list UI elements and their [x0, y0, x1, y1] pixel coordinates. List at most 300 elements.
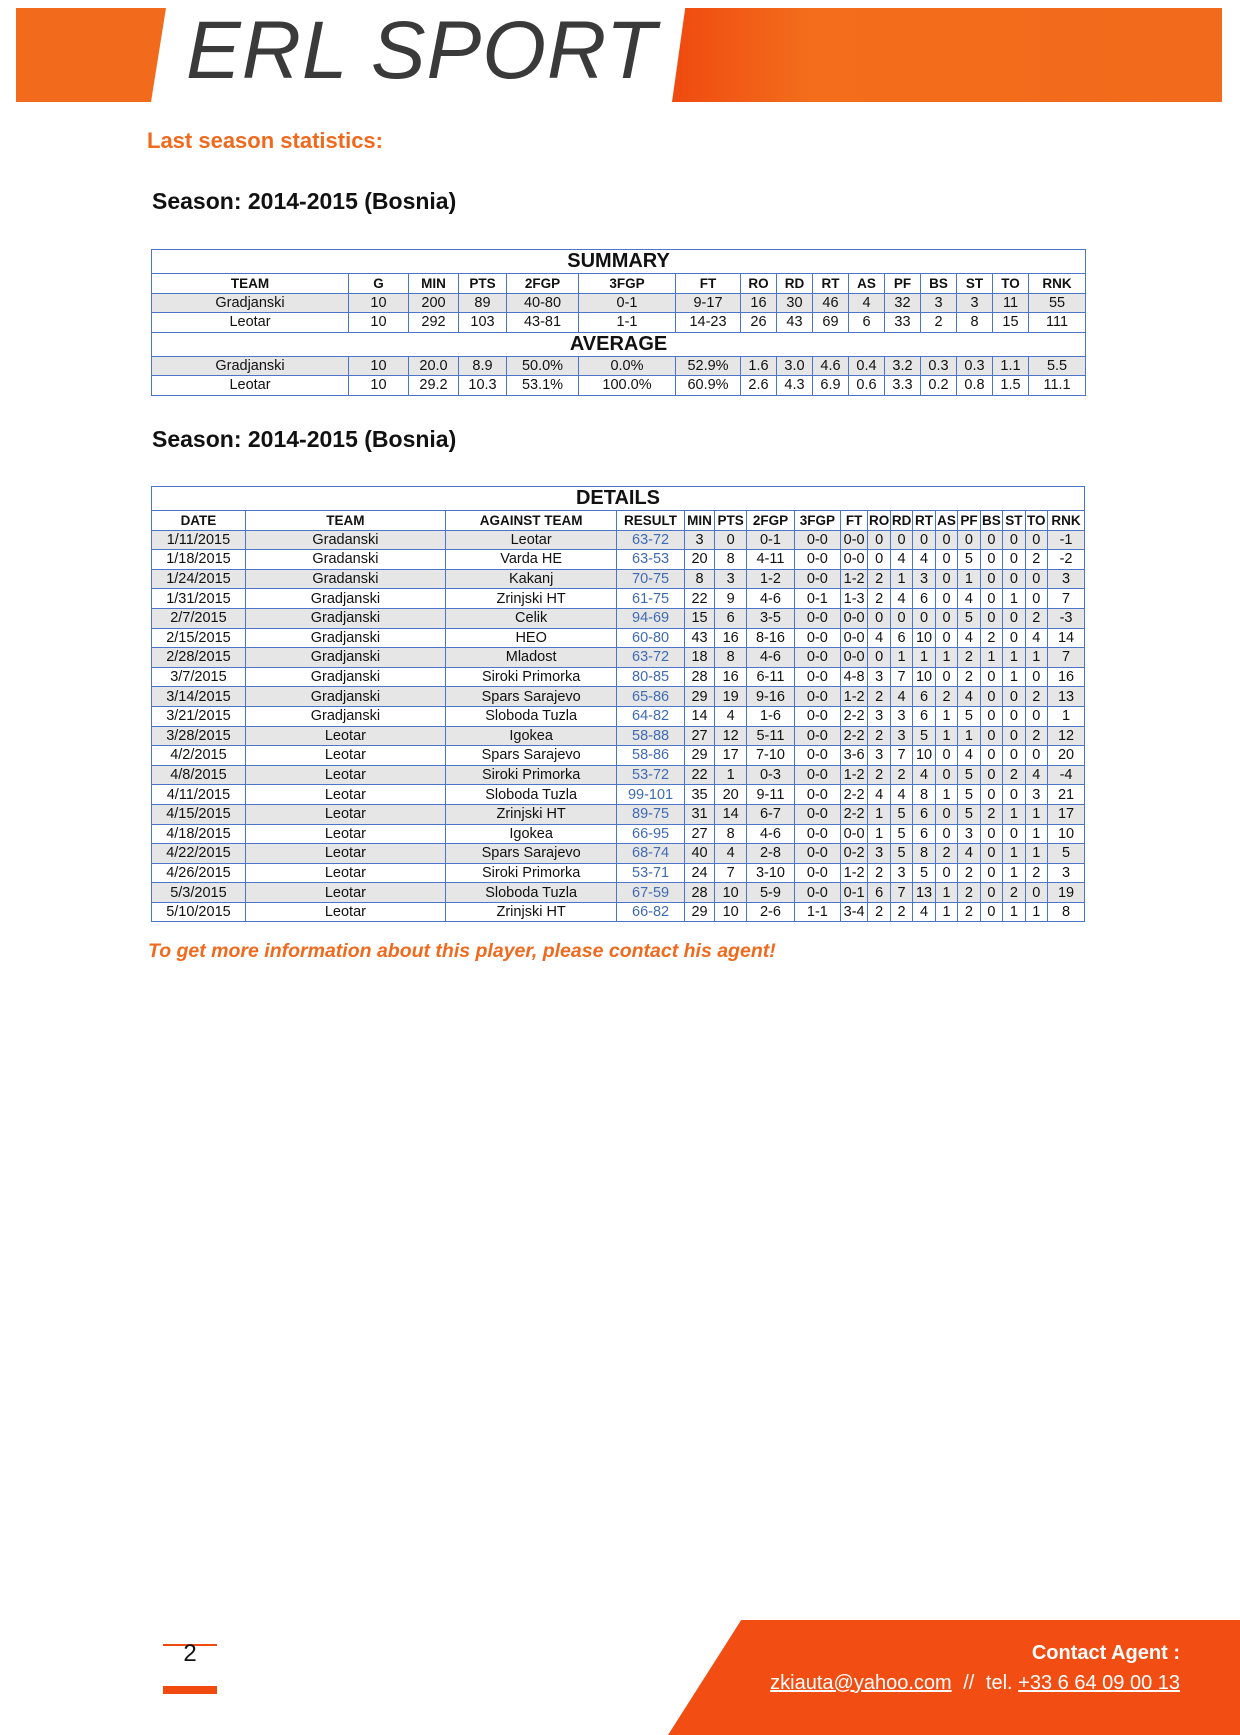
- details-cell: 0: [980, 667, 1002, 687]
- details-cell: 0: [1025, 667, 1047, 687]
- details-cell: 17: [715, 746, 747, 766]
- details-cell: 1-2: [840, 569, 868, 589]
- summary-cell: 33: [885, 313, 921, 333]
- summary-column-header: RT: [813, 274, 849, 294]
- details-cell: 64-82: [617, 706, 684, 726]
- details-cell: Siroki Primorka: [445, 765, 616, 785]
- details-cell: 5: [1048, 844, 1085, 864]
- details-cell: 10: [715, 902, 747, 922]
- details-cell: 0: [1025, 746, 1047, 766]
- details-column-header: RD: [890, 511, 912, 531]
- page-number-line-bottom: [163, 1686, 217, 1694]
- details-cell: 10: [913, 746, 935, 766]
- details-column-header: MIN: [684, 511, 715, 531]
- details-cell: HEO: [445, 628, 616, 648]
- details-cell: 1: [1025, 824, 1047, 844]
- details-cell: 3: [868, 844, 890, 864]
- details-column-header: RESULT: [617, 511, 684, 531]
- details-cell: 0-0: [794, 648, 840, 668]
- summary-cell: 15: [993, 313, 1029, 333]
- details-cell: 5-9: [746, 883, 794, 903]
- average-cell: 0.3: [957, 356, 993, 376]
- details-cell: Leotar: [245, 883, 445, 903]
- page-title: Last season statistics:: [147, 128, 383, 153]
- average-cell: 1.6: [741, 356, 777, 376]
- details-cell: 14: [1048, 628, 1085, 648]
- details-cell: Spars Sarajevo: [445, 844, 616, 864]
- summary-cell: 32: [885, 293, 921, 313]
- details-cell: 2: [890, 765, 912, 785]
- details-cell: 1-2: [840, 765, 868, 785]
- summary-column-header: TO: [993, 274, 1029, 294]
- details-cell: 1: [1003, 667, 1025, 687]
- table-row: [152, 765, 1085, 785]
- details-cell: 1: [935, 648, 957, 668]
- summary-column-header: BS: [921, 274, 957, 294]
- average-cell: 0.4: [849, 356, 885, 376]
- details-cell: 0-0: [794, 687, 840, 707]
- summary-cell: 43-81: [507, 313, 579, 333]
- average-cell: 50.0%: [507, 356, 579, 376]
- details-cell: 20: [1048, 746, 1085, 766]
- details-cell: 6: [715, 608, 747, 628]
- table-row: [152, 313, 1086, 333]
- details-cell: 5: [890, 844, 912, 864]
- details-cell: 1: [1003, 589, 1025, 609]
- details-cell: 0: [980, 706, 1002, 726]
- details-cell: 0: [1003, 530, 1025, 550]
- summary-column-header: G: [349, 274, 409, 294]
- details-cell: Leotar: [245, 804, 445, 824]
- details-cell: 0-0: [840, 648, 868, 668]
- details-cell: 0-0: [794, 804, 840, 824]
- details-cell: 7: [890, 746, 912, 766]
- details-cell: 2: [958, 883, 980, 903]
- details-cell: 4: [958, 687, 980, 707]
- summary-cell: 55: [1029, 293, 1086, 313]
- details-cell: 0: [1003, 785, 1025, 805]
- details-cell: 4: [890, 785, 912, 805]
- details-cell: 66-95: [617, 824, 684, 844]
- table-row: [152, 356, 1086, 376]
- details-cell: 0-0: [794, 746, 840, 766]
- details-cell: Leotar: [245, 785, 445, 805]
- details-cell: 1-3: [840, 589, 868, 609]
- summary-cell: 6: [849, 313, 885, 333]
- average-cell: 5.5: [1029, 356, 1086, 376]
- details-cell: 1-2: [746, 569, 794, 589]
- details-cell: Gradjanski: [245, 608, 445, 628]
- summary-cell: Gradjanski: [152, 293, 349, 313]
- summary-cell: 292: [409, 313, 459, 333]
- summary-cell: Leotar: [152, 313, 349, 333]
- details-cell: 0-0: [840, 550, 868, 570]
- details-cell: 1: [935, 706, 957, 726]
- details-cell: 10: [715, 883, 747, 903]
- details-cell: 66-82: [617, 902, 684, 922]
- details-cell: 8: [913, 785, 935, 805]
- details-cell: 0: [980, 765, 1002, 785]
- details-cell: 6: [913, 589, 935, 609]
- details-cell: 0: [1003, 608, 1025, 628]
- brand-logo: ERL SPORT: [186, 5, 657, 96]
- details-cell: 12: [715, 726, 747, 746]
- details-cell: 0-0: [840, 530, 868, 550]
- agent-phone-link[interactable]: +33 6 64 09 00 13: [1018, 1672, 1180, 1694]
- details-cell: 1: [890, 569, 912, 589]
- average-cell: 20.0: [409, 356, 459, 376]
- details-cell: 0: [1003, 569, 1025, 589]
- details-cell: 2: [1025, 687, 1047, 707]
- summary-table: [151, 249, 1086, 396]
- details-cell: 70-75: [617, 569, 684, 589]
- details-cell: 29: [684, 687, 715, 707]
- details-cell: 0: [1003, 706, 1025, 726]
- details-column-header: TO: [1025, 511, 1047, 531]
- table-row: [152, 902, 1085, 922]
- details-column-header: AGAINST TEAM: [445, 511, 616, 531]
- average-cell: 0.3: [921, 356, 957, 376]
- details-cell: 0: [935, 589, 957, 609]
- details-cell: 5: [958, 765, 980, 785]
- details-cell: 3: [1048, 863, 1085, 883]
- details-cell: 0: [980, 569, 1002, 589]
- average-cell: 60.9%: [676, 376, 741, 396]
- details-cell: 4: [715, 844, 747, 864]
- details-cell: Gradjanski: [245, 648, 445, 668]
- summary-header-row: [152, 274, 1086, 294]
- details-cell: 1: [958, 569, 980, 589]
- average-cell: 53.1%: [507, 376, 579, 396]
- details-cell: 22: [684, 765, 715, 785]
- details-cell: 4: [913, 765, 935, 785]
- details-cell: Zrinjski HT: [445, 902, 616, 922]
- details-cell: 4: [958, 589, 980, 609]
- season-label-summary: Season: 2014-2015 (Bosnia): [152, 188, 457, 214]
- average-cell: 10: [349, 356, 409, 376]
- details-cell: 2-2: [840, 706, 868, 726]
- summary-cell: 3: [957, 293, 993, 313]
- details-cell: 5: [958, 804, 980, 824]
- details-cell: Spars Sarajevo: [445, 687, 616, 707]
- summary-cell: 16: [741, 293, 777, 313]
- details-cell: 63-53: [617, 550, 684, 570]
- average-cell: 3.3: [885, 376, 921, 396]
- details-cell: 2-2: [840, 804, 868, 824]
- details-column-header: PTS: [715, 511, 747, 531]
- details-table: [151, 486, 1085, 922]
- contact-line: [770, 1672, 1180, 1695]
- details-cell: 0-2: [840, 844, 868, 864]
- details-cell: 0: [980, 785, 1002, 805]
- details-cell: 0: [868, 530, 890, 550]
- details-cell: 67-59: [617, 883, 684, 903]
- details-cell: 0-0: [840, 628, 868, 648]
- details-cell: 1: [935, 902, 957, 922]
- details-cell: Leotar: [445, 530, 616, 550]
- details-cell: 0-0: [794, 569, 840, 589]
- details-cell: 2: [1025, 608, 1047, 628]
- details-cell: 1-2: [840, 863, 868, 883]
- details-cell: 2: [868, 726, 890, 746]
- details-column-header: PF: [958, 511, 980, 531]
- summary-cell: 46: [813, 293, 849, 313]
- details-cell: 29: [684, 902, 715, 922]
- details-column-header: 3FGP: [794, 511, 840, 531]
- table-row: [152, 608, 1085, 628]
- details-cell: 2: [868, 687, 890, 707]
- details-cell: 5/3/2015: [152, 883, 246, 903]
- contact-separator: //: [963, 1672, 975, 1694]
- details-cell: 1/18/2015: [152, 550, 246, 570]
- details-cell: 99-101: [617, 785, 684, 805]
- details-cell: 1: [1048, 706, 1085, 726]
- details-cell: 29: [684, 746, 715, 766]
- details-cell: 0: [1025, 589, 1047, 609]
- details-cell: 6: [868, 883, 890, 903]
- details-cell: 7: [1048, 648, 1085, 668]
- table-row: [152, 746, 1085, 766]
- average-title: AVERAGE: [152, 332, 1086, 356]
- details-cell: Kakanj: [445, 569, 616, 589]
- details-cell: 1: [868, 804, 890, 824]
- details-cell: 63-72: [617, 530, 684, 550]
- summary-cell: 10: [349, 313, 409, 333]
- details-cell: Siroki Primorka: [445, 863, 616, 883]
- details-cell: 0: [1025, 530, 1047, 550]
- details-cell: 8: [715, 824, 747, 844]
- details-cell: 0: [890, 608, 912, 628]
- details-cell: 5: [890, 804, 912, 824]
- details-cell: 4/11/2015: [152, 785, 246, 805]
- details-cell: 2: [958, 667, 980, 687]
- details-cell: Celik: [445, 608, 616, 628]
- details-cell: 8: [1048, 902, 1085, 922]
- average-cell: 10: [349, 376, 409, 396]
- details-cell: 4: [868, 628, 890, 648]
- details-cell: 8: [715, 550, 747, 570]
- details-cell: 4-11: [746, 550, 794, 570]
- details-cell: 3: [890, 726, 912, 746]
- details-cell: 0-1: [840, 883, 868, 903]
- details-column-header: DATE: [152, 511, 246, 531]
- details-cell: 0-0: [794, 824, 840, 844]
- details-cell: 14: [715, 804, 747, 824]
- details-cell: 1: [1025, 648, 1047, 668]
- details-cell: 0-1: [794, 589, 840, 609]
- details-cell: 2-6: [746, 902, 794, 922]
- details-cell: Gradjanski: [245, 589, 445, 609]
- details-cell: 4: [1025, 765, 1047, 785]
- details-cell: 6: [913, 706, 935, 726]
- details-cell: 27: [684, 824, 715, 844]
- summary-cell: 2: [921, 313, 957, 333]
- details-cell: 7-10: [746, 746, 794, 766]
- details-cell: 4: [890, 589, 912, 609]
- details-cell: Sloboda Tuzla: [445, 706, 616, 726]
- details-cell: 28: [684, 883, 715, 903]
- details-cell: 5/10/2015: [152, 902, 246, 922]
- details-cell: 4: [913, 550, 935, 570]
- summary-column-header: RO: [741, 274, 777, 294]
- details-cell: 58-88: [617, 726, 684, 746]
- details-cell: 0-0: [794, 550, 840, 570]
- season-label-details: Season: 2014-2015 (Bosnia): [152, 426, 457, 452]
- details-cell: 2: [1025, 726, 1047, 746]
- details-title-row: [152, 487, 1085, 511]
- details-cell: 5: [913, 726, 935, 746]
- details-cell: 0: [935, 863, 957, 883]
- details-cell: 1: [958, 726, 980, 746]
- details-cell: 2: [868, 765, 890, 785]
- details-cell: Leotar: [245, 863, 445, 883]
- details-cell: Sloboda Tuzla: [445, 883, 616, 903]
- details-cell: 60-80: [617, 628, 684, 648]
- average-cell: 6.9: [813, 376, 849, 396]
- summary-cell: 11: [993, 293, 1029, 313]
- details-cell: 6: [913, 687, 935, 707]
- details-cell: 0: [1025, 883, 1047, 903]
- details-cell: 0-0: [794, 628, 840, 648]
- header-banner-right: [672, 8, 1222, 102]
- details-cell: 0: [935, 530, 957, 550]
- summary-cell: 30: [777, 293, 813, 313]
- summary-column-header: FT: [676, 274, 741, 294]
- details-cell: 0: [913, 530, 935, 550]
- details-cell: 4/2/2015: [152, 746, 246, 766]
- table-row: [152, 687, 1085, 707]
- details-cell: Gradjanski: [245, 628, 445, 648]
- details-cell: 1: [913, 648, 935, 668]
- details-cell: 4/8/2015: [152, 765, 246, 785]
- details-cell: -1: [1048, 530, 1085, 550]
- details-cell: 10: [1048, 824, 1085, 844]
- details-cell: 1: [1003, 648, 1025, 668]
- details-cell: 4: [958, 844, 980, 864]
- details-cell: 1: [935, 726, 957, 746]
- details-cell: 3: [868, 667, 890, 687]
- details-cell: Zrinjski HT: [445, 804, 616, 824]
- details-cell: 15: [684, 608, 715, 628]
- details-cell: 0: [980, 608, 1002, 628]
- details-cell: 4: [913, 902, 935, 922]
- details-cell: 0: [868, 550, 890, 570]
- details-cell: 10: [913, 628, 935, 648]
- details-cell: 3/28/2015: [152, 726, 246, 746]
- details-cell: 4: [890, 687, 912, 707]
- details-cell: 1-6: [746, 706, 794, 726]
- average-cell: 8.9: [459, 356, 507, 376]
- details-cell: 0: [935, 746, 957, 766]
- details-cell: 7: [890, 667, 912, 687]
- details-cell: 0: [1003, 550, 1025, 570]
- details-cell: 0: [1025, 569, 1047, 589]
- details-cell: 22: [684, 589, 715, 609]
- details-cell: 18: [684, 648, 715, 668]
- details-cell: 89-75: [617, 804, 684, 824]
- details-cell: 9-16: [746, 687, 794, 707]
- details-cell: 40: [684, 844, 715, 864]
- details-cell: 4/26/2015: [152, 863, 246, 883]
- table-row: [152, 667, 1085, 687]
- details-cell: 0-0: [794, 667, 840, 687]
- details-cell: 2: [1025, 550, 1047, 570]
- details-cell: 2: [1025, 863, 1047, 883]
- details-cell: 1: [1025, 902, 1047, 922]
- details-cell: -2: [1048, 550, 1085, 570]
- details-cell: 3/14/2015: [152, 687, 246, 707]
- details-cell: 2/7/2015: [152, 608, 246, 628]
- summary-column-header: 3FGP: [579, 274, 676, 294]
- average-cell: 1.5: [993, 376, 1029, 396]
- summary-cell: 14-23: [676, 313, 741, 333]
- details-cell: 0: [980, 589, 1002, 609]
- details-cell: 2: [868, 589, 890, 609]
- details-cell: 2: [958, 648, 980, 668]
- details-cell: 2: [890, 902, 912, 922]
- details-cell: 1/24/2015: [152, 569, 246, 589]
- details-cell: 2: [980, 628, 1002, 648]
- details-cell: 2: [868, 902, 890, 922]
- details-cell: -3: [1048, 608, 1085, 628]
- details-cell: 4-6: [746, 648, 794, 668]
- average-cell: 10.3: [459, 376, 507, 396]
- details-cell: 19: [1048, 883, 1085, 903]
- details-column-header: BS: [980, 511, 1002, 531]
- details-cell: 8: [715, 648, 747, 668]
- details-column-header: RO: [868, 511, 890, 531]
- summary-cell: 69: [813, 313, 849, 333]
- details-cell: 0: [890, 530, 912, 550]
- details-cell: 3-10: [746, 863, 794, 883]
- details-cell: 4-6: [746, 589, 794, 609]
- details-cell: 0: [935, 608, 957, 628]
- details-cell: 27: [684, 726, 715, 746]
- contact-agent-title: Contact Agent :: [1031, 1642, 1180, 1664]
- details-cell: 0: [980, 530, 1002, 550]
- details-cell: 1: [980, 648, 1002, 668]
- details-cell: 2-8: [746, 844, 794, 864]
- table-row: [152, 824, 1085, 844]
- average-cell: Gradjanski: [152, 356, 349, 376]
- details-cell: 5-11: [746, 726, 794, 746]
- details-cell: 0: [980, 863, 1002, 883]
- details-cell: 0-1: [746, 530, 794, 550]
- summary-column-header: TEAM: [152, 274, 349, 294]
- details-cell: 1-2: [840, 687, 868, 707]
- details-cell: 0: [980, 726, 1002, 746]
- details-cell: 0-0: [840, 824, 868, 844]
- details-cell: 0-0: [840, 608, 868, 628]
- details-title: DETAILS: [152, 487, 1085, 511]
- agent-email-link[interactable]: zkiauta@yahoo.com: [770, 1672, 952, 1694]
- details-cell: 5: [958, 785, 980, 805]
- details-cell: 2: [868, 863, 890, 883]
- average-cell: 0.0%: [579, 356, 676, 376]
- average-cell: 100.0%: [579, 376, 676, 396]
- details-cell: 13: [913, 883, 935, 903]
- details-cell: 17: [1048, 804, 1085, 824]
- average-title-row: [152, 332, 1086, 356]
- tel-prefix: tel.: [985, 1672, 1013, 1694]
- details-cell: 19: [715, 687, 747, 707]
- details-cell: 7: [890, 883, 912, 903]
- contact-agent-note: To get more information about this player, please contact his agent!: [148, 940, 776, 962]
- summary-cell: 43: [777, 313, 813, 333]
- details-column-header: ST: [1003, 511, 1025, 531]
- details-cell: 6: [913, 804, 935, 824]
- details-cell: 4: [958, 628, 980, 648]
